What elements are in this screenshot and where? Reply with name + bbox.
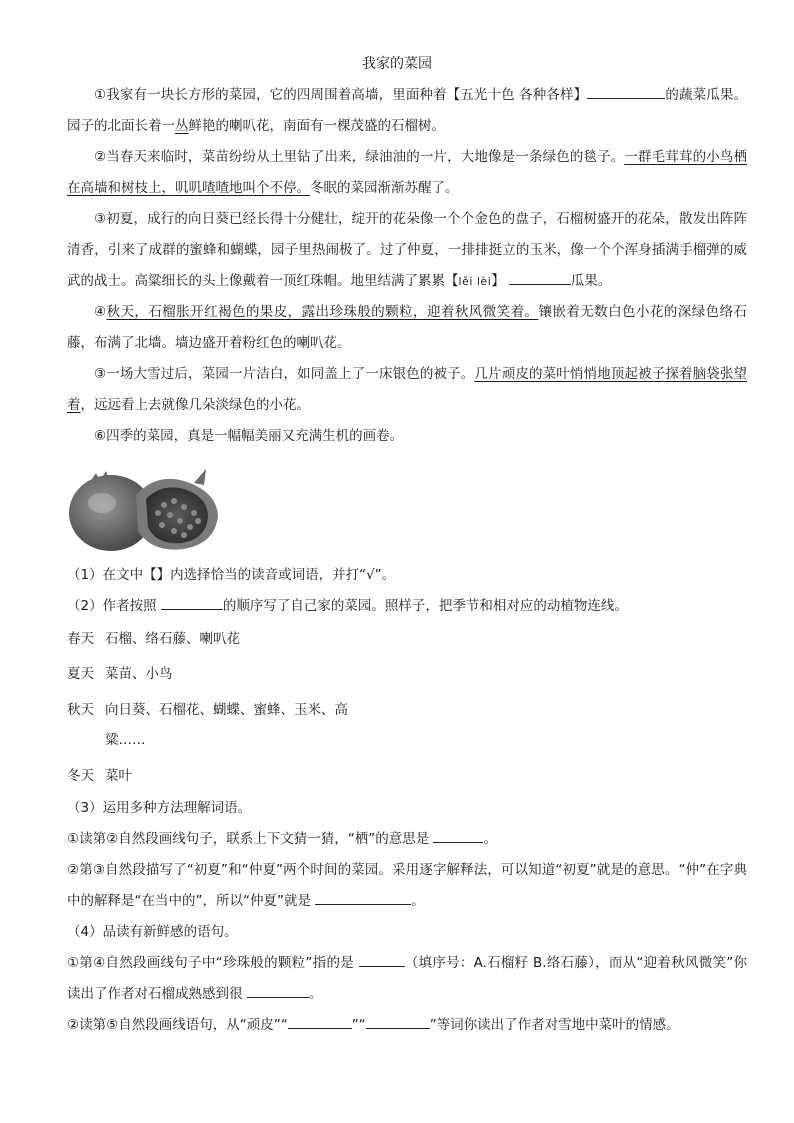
- paragraph-3: [67, 204, 747, 297]
- answer-blank-9[interactable]: [366, 1014, 430, 1029]
- season-items: 向日葵、石榴花、蝴蝶、蜜蜂、玉米、高: [105, 702, 348, 718]
- season-label: 春天: [67, 631, 94, 647]
- season-label: 冬天: [67, 768, 94, 784]
- q3-b1: ②第③自然段描写了“初夏”和“仲夏”两个时间的菜园。采用逐字解释法，可以知道“初夏”就是: [67, 862, 625, 878]
- season-row-winter[interactable]: [67, 764, 132, 788]
- question-4-part-1: [67, 948, 747, 1010]
- p5-underlined-sentence: 几片顽皮的菜叶悄悄地顶起被子探着脑袋张望着: [67, 366, 748, 413]
- p2-underlined-sentence: 一群毛茸茸的小鸟栖在高墙和树枝上，叽叽喳喳地叫个不停。: [67, 149, 747, 196]
- season-items: 菜叶: [105, 768, 132, 784]
- question-3-part-2: [67, 855, 747, 917]
- p3-pinyin-options: lěi lèi: [458, 275, 492, 288]
- p5-text-c: ，远远看上去就像几朵淡绿色的小花。: [80, 397, 310, 413]
- paragraph-4: [67, 297, 747, 359]
- paragraph-2: [67, 142, 747, 204]
- p4-underlined-sentence: 秋天，石榴胀开红褐色的果皮，露出珍珠般的颗粒，迎着秋风微笑着。: [106, 304, 539, 320]
- answer-blank-5[interactable]: [315, 890, 411, 905]
- question-1: （1）在文中【】内选择恰当的读音或词语，并打“√”。: [67, 567, 396, 583]
- question-3-heading: （3）运用多种方法理解词语。: [67, 800, 252, 816]
- season-items: 菜苗、小鸟: [105, 666, 173, 682]
- page-title: 我家的菜园: [362, 56, 432, 72]
- q4-b1: ②读第⑤自然段画线语句，从“顽皮”“: [67, 1017, 288, 1033]
- q4-a3: 。: [308, 986, 323, 1002]
- season-row-autumn-continued: 粱……: [105, 732, 146, 748]
- p1-text-d: 鲜艳的喇叭花，南面有一棵茂盛的石榴树。: [188, 118, 445, 134]
- season-label: 秋天: [67, 702, 94, 718]
- p3-text-a: ③初夏，成行的向日葵已经长得十分健壮，绽开的花朵像一个个金色的盘子，石榴树盛开的花朵，散发出阵阵清香，引来了成群的蜜蜂和蝴蝶，园子里热闹极了。过了仲夏，一排排挺立的玉米，像一个个浑身插满手榴弹的威武的战士。高粱细长的头上像戴着一顶红珠帽。地里结满了累累【: [67, 211, 747, 289]
- p3-text-c: 瓜果。: [570, 273, 612, 289]
- paragraph-6: ⑥四季的菜园，真是一幅幅美丽又充满生机的画卷。: [94, 428, 404, 444]
- q2-text-a: （2）作者按照: [67, 598, 161, 614]
- answer-blank-3[interactable]: [161, 595, 223, 610]
- p3-text-b: 】: [491, 273, 505, 289]
- answer-blank-4[interactable]: [433, 828, 483, 843]
- q4-a1: ①第④自然段画线句子中“珍珠般的颗粒”指的是: [67, 955, 359, 971]
- p1-text-b: 的蔬菜瓜果。园子的北面长着一: [67, 87, 747, 134]
- q4-b3: ”等词你读出了作者对雪地中菜叶的情感。: [429, 1017, 680, 1033]
- question-4-part-2: [67, 1010, 747, 1041]
- q3-b2: 的意思。“仲”在字典中的解释是“在当中的”，所以“仲夏”就是: [67, 862, 747, 909]
- p2-text-a: ②当春天来临时，菜苗纷纷从土里钻了出来，绿油油的一片，大地像是一条绿色的毯子。: [94, 149, 625, 165]
- answer-blank-8[interactable]: [288, 1014, 352, 1029]
- p5-text-a: ③一场大雪过后，菜园一片洁白，如同盖上了一床银色的被子。: [94, 366, 475, 382]
- season-row-autumn[interactable]: [67, 698, 348, 722]
- question-2: [67, 591, 747, 622]
- season-row-summer[interactable]: [67, 662, 173, 686]
- season-label: 夏天: [67, 666, 94, 682]
- paragraph-5: [67, 359, 747, 421]
- answer-blank-2[interactable]: [509, 270, 571, 285]
- p2-text-c: 冬眠的菜园渐渐苏醒了。: [310, 180, 459, 196]
- q4-a2: （填序号：A.石榴籽 B.络石藤），而从“迎着秋风微笑”你读出了作者对石榴成熟感到很: [67, 955, 747, 1002]
- p1-text-a: ①我家有一块长方形的菜园，它的四周围着高墙，里面种着【五光十色 各种各样】: [94, 87, 588, 103]
- q2-text-b: 的顺序写了自己家的菜园。照样子，把季节和相对应的动植物连线。: [222, 598, 628, 614]
- q4-b2: ”“: [351, 1017, 366, 1033]
- answer-blank-6[interactable]: [359, 952, 405, 967]
- paragraph-1: [67, 80, 747, 142]
- question-3-part-1: [67, 824, 747, 855]
- q3-b3: 。: [411, 893, 425, 909]
- season-row-spring[interactable]: [67, 627, 240, 651]
- q3-a2: 。: [483, 831, 497, 847]
- q3-a1: ①读第②自然段画线句子，联系上下文猜一猜，“栖”的意思是: [67, 831, 434, 847]
- p4-text-c: 镶嵌着无数白色小花的深绿色络石藤，布满了北墙。墙边盛开着粉红色的喇叭花。: [67, 304, 748, 351]
- answer-blank-7[interactable]: [247, 983, 309, 998]
- season-items: 石榴、络石藤、喇叭花: [105, 631, 240, 647]
- p4-text-a: ④: [94, 304, 107, 320]
- answer-blank-1[interactable]: [587, 84, 665, 99]
- pomegranate-illustration: [66, 455, 226, 555]
- question-4-heading: （4）品读有新鲜感的语句。: [67, 924, 238, 940]
- p1-underlined-word: 丛: [175, 118, 189, 134]
